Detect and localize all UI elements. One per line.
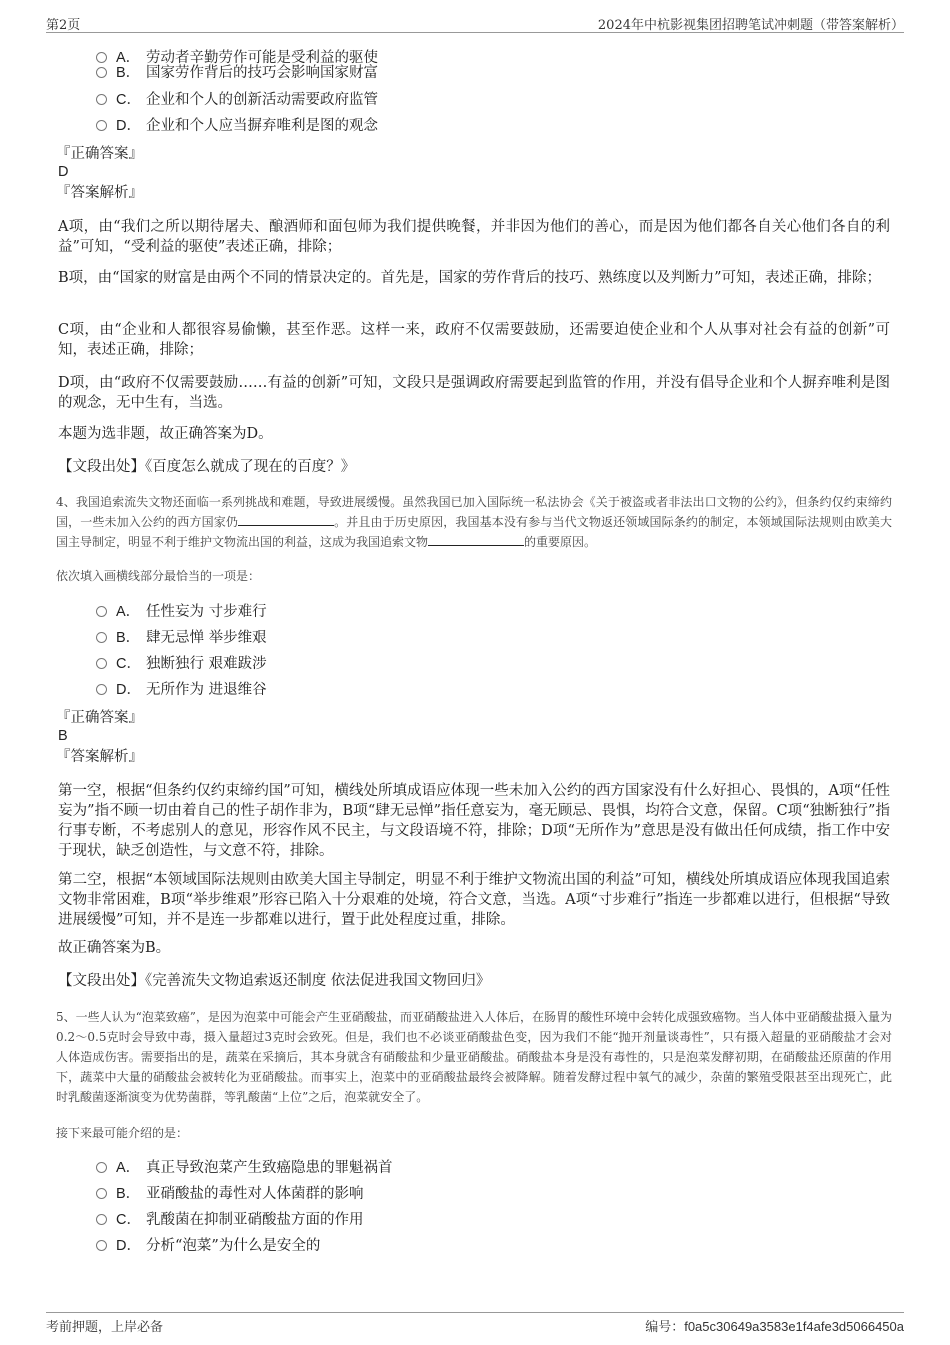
answer-label: 『正确答案』 bbox=[56, 146, 143, 162]
analysis-paragraph: 第一空，根据“但条约仅约束缔约国”可知，横线处所填成语应体现一些未加入公约的西方国家没有什么好担心、畏惧的，A项“任性妄为”指不顾一切由着自己的性子胡作非为，B项“肆无忌惮”指任意妄为，毫无顾忌、畏惧，均符合文意，保留。C项“独断独行”指行事专断，不考虑别人的意见，形容作风不民主，与文段语境不符，排除；D项“无所作为”意思是没有做出任何成绩，指工作中安于现状，缺乏创造性，与文意不符，排除。 bbox=[58, 783, 890, 859]
source-citation: 【文段出处】《百度怎么就成了现在的百度？》 bbox=[58, 459, 356, 475]
analysis-label: 『答案解析』 bbox=[56, 749, 143, 765]
question-4-prompt: 依次填入画横线部分最恰当的一项是： bbox=[56, 569, 261, 583]
option-b[interactable]: B． 亚硝酸盐的毒性对人体菌群的影响 bbox=[96, 1185, 364, 1203]
radio-icon[interactable] bbox=[96, 1162, 107, 1173]
document-title: 2024年中杭影视集团招聘笔试冲刺题（带答案解析） bbox=[597, 18, 904, 33]
radio-icon[interactable] bbox=[96, 67, 107, 78]
radio-icon[interactable] bbox=[96, 632, 107, 643]
analysis-paragraph: D项，由“政府不仅需要鼓励……有益的创新”可知，文段只是强调政府需要起到监管的作用，并没有倡导企业和个人摒弃唯利是图的观念，无中生有，当选。 bbox=[58, 375, 890, 411]
answer-value: D bbox=[58, 164, 69, 180]
option-a[interactable]: A． 任性妄为 寸步难行 bbox=[96, 603, 267, 621]
analysis-conclusion: 故正确答案为B。 bbox=[58, 940, 171, 956]
analysis-paragraph: B项，由“国家的财富是由两个不同的情景决定的。首先是，国家的劳作背后的技巧、熟练度以及判断力”可知，表述正确，排除； bbox=[58, 270, 881, 286]
radio-icon[interactable] bbox=[96, 94, 107, 105]
option-a[interactable]: A． 真正导致泡菜产生致癌隐患的罪魁祸首 bbox=[96, 1159, 393, 1177]
radio-icon[interactable] bbox=[96, 606, 107, 617]
fill-blank-1 bbox=[238, 513, 334, 526]
page-footer bbox=[46, 1312, 904, 1335]
option-d[interactable]: D． 分析“泡菜”为什么是安全的 bbox=[96, 1237, 320, 1255]
analysis-paragraph: C项，由“企业和人都很容易偷懒，甚至作恶。这样一来，政府不仅需要鼓励，还需要迫使企业和个人从事对社会有益的创新”可知，表述正确，排除； bbox=[58, 322, 890, 358]
option-c[interactable]: C． 独断独行 艰难跋涉 bbox=[96, 655, 267, 673]
question-4-stem: 4、我国追索流失文物还面临一系列挑战和难题，导致进展缓慢。虽然我国已加入国际统一私法协会《关于被盗或者非法出口文物的公约》，但条约仅约束缔约国，一些未加入公约的西方国家仍 。并且由于历史原因，我国基本没有参与当代文物返还领域国际条约的制定，本领域国际法规则由欧美大国主导制定，明显不利于维护文物流出国的利益，这成为我国追索文物 的重要原因。 bbox=[56, 495, 892, 549]
option-c[interactable]: C． 乳酸菌在抑制亚硝酸盐方面的作用 bbox=[96, 1211, 364, 1229]
option-d[interactable]: D． 企业和个人应当摒弃唯利是图的观念 bbox=[96, 117, 378, 135]
analysis-paragraph: 第二空，根据“本领域国际法规则由欧美大国主导制定，明显不利于维护文物流出国的利益”可知，横线处所填成语应体现我国追索文物非常困难，B项“举步维艰”形容已陷入十分艰难的处境，符合文意，当选。A项“寸步难行”指连一步都难以进行，但根据“导致进展缓慢”可知，并不是连一步都难以进行，置于此处程度过重，排除。 bbox=[58, 872, 890, 928]
source-citation: 【文段出处】《完善流失文物追索返还制度 依法促进我国文物回归》 bbox=[58, 973, 491, 989]
question-5-prompt: 接下来最可能介绍的是： bbox=[56, 1126, 189, 1140]
footer-slogan: 考前押题，上岸必备 bbox=[46, 1320, 164, 1335]
document-id: 编号：f0a5c30649a3583e1f4afe3d5066450a bbox=[645, 1319, 904, 1334]
option-b[interactable]: B． 肆无忌惮 举步维艰 bbox=[96, 629, 267, 647]
radio-icon[interactable] bbox=[96, 52, 107, 63]
question-5-stem: 5、一些人认为“泡菜致癌”，是因为泡菜中可能会产生亚硝酸盐，而亚硝酸盐进入人体后，在肠胃的酸性环境中会转化成强致癌物。当人体中亚硝酸盐摄入量为0.2～0.5克时会导致中毒，摄入量超过3克时会致死。但是，我们也不必谈亚硝酸盐色变，因为我们不能“抛开剂量谈毒性”，只有摄入超量的亚硝酸盐才会对人体造成伤害。需要指出的是，蔬菜在采摘后，其本身就含有硝酸盐和少量亚硝酸盐。硝酸盐本身是没有毒性的，只是泡菜发酵初期，在硝酸盐还原菌的作用下，蔬菜中大量的硝酸盐会被转化为亚硝酸盐。而事实上，泡菜中的亚硝酸盐最终会被降解。随着发酵过程中氧气的减少，杂菌的繁殖受限甚至出现死亡，此时乳酸菌逐渐演变为优势菌群，等乳酸菌“上位”之后，泡菜就安全了。 bbox=[56, 1010, 892, 1104]
radio-icon[interactable] bbox=[96, 1240, 107, 1251]
radio-icon[interactable] bbox=[96, 1214, 107, 1225]
radio-icon[interactable] bbox=[96, 684, 107, 695]
option-c[interactable]: C． 企业和个人的创新活动需要政府监管 bbox=[96, 91, 378, 109]
option-d[interactable]: D． 无所作为 进退维谷 bbox=[96, 681, 267, 699]
analysis-label: 『答案解析』 bbox=[56, 185, 143, 201]
analysis-paragraph: A项，由“我们之所以期待屠夫、酿酒师和面包师为我们提供晚餐，并非因为他们的善心，而是因为他们都各自关心他们各自的利益”可知，“受利益的驱使”表述正确，排除； bbox=[58, 219, 890, 255]
fill-blank-2 bbox=[428, 533, 524, 546]
option-b[interactable]: B． 国家劳作背后的技巧会影响国家财富 bbox=[96, 64, 378, 82]
page-header bbox=[46, 12, 904, 33]
radio-icon[interactable] bbox=[96, 1188, 107, 1199]
analysis-conclusion: 本题为选非题，故正确答案为D。 bbox=[58, 426, 273, 442]
radio-icon[interactable] bbox=[96, 658, 107, 669]
radio-icon[interactable] bbox=[96, 120, 107, 131]
option-a[interactable]: A． 劳动者辛勤劳作可能是受利益的驱使 bbox=[96, 49, 378, 67]
answer-value: B bbox=[58, 728, 68, 744]
answer-label: 『正确答案』 bbox=[56, 710, 143, 726]
page-number: 第2页 bbox=[46, 18, 81, 33]
